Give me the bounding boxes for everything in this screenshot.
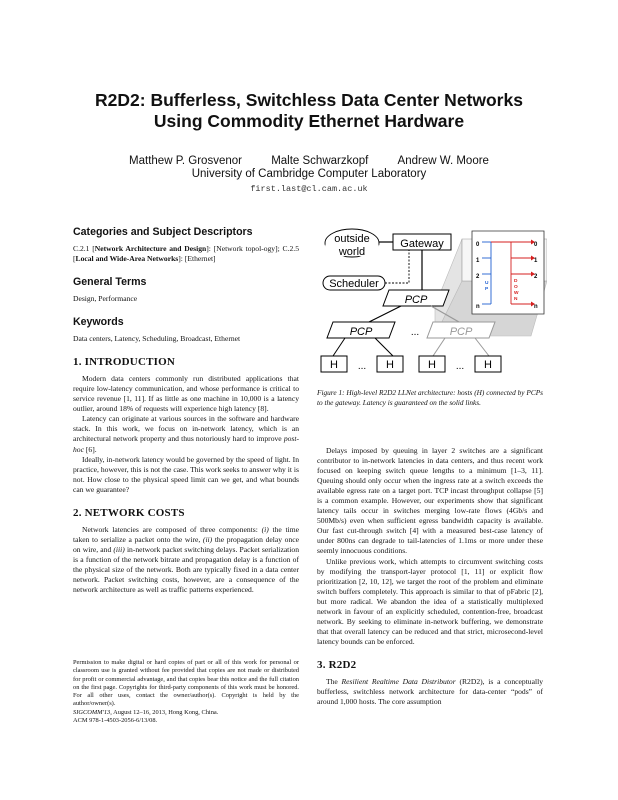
down-label-d: D: [514, 279, 518, 284]
host-ellipsis-1: ...: [357, 361, 367, 372]
down-label-n: N: [514, 297, 518, 302]
host-link-3: [433, 338, 445, 356]
right-paragraph-2: Unlike previous work, which attempts to circumvent switching costs by modifying the transport-layer protocol [1, 11] or explicit flow prioritization [2, 10, 12], we target the root of the problem and eliminate switch buffers completely. This approach is similar to that of pFabric [2], but more radical. We abandon the idea of a statistically multiplexed network in favour of an explicitly scheduled, contention-free, broadcast network. By seeking to eliminate in-network buffering, we demonstrate that that overall latency can be reduced and that strict, microsecond-level latency bounds can be enforced.: [317, 556, 543, 646]
right-column: [317, 226, 543, 707]
permission-notice: [73, 659, 299, 725]
title-line-1: R2D2: Bufferless, Switchless Data Center Networks: [95, 90, 523, 110]
categories-heading: Categories and Subject Descriptors: [73, 226, 253, 238]
author-email: first.last@cl.cam.ac.uk: [250, 184, 368, 194]
host-ellipsis-2: ...: [455, 361, 465, 372]
host-link-4: [475, 338, 489, 356]
acm-line: ACM 978-1-4503-2056-6/13/08.: [73, 717, 158, 725]
port-0-right: 0: [534, 242, 538, 248]
right-paragraph-1: Delays imposed by queuing in layer 2 switches are a significant contributor to in-network latencies in data centers, and thus recent work focused on keeping switch queue lengths to a minimum [1–3, 11]. Queuing should only occur when the ingress rate at a switch exceeds the available egress rate on a target port. TCP incast throughput collapse [5] is a common example. However, our experiments show that significant latency tails occur in switches merging low-rate flows (4Gb/s and 500Mb/s) even when sufficient egress bandwidth capacity is available. Our fast cut-through switch [4] with a measured best-case latency of under 800ns can degrade to tail-latencies of 1.1ms or more under these seemly innocuous conditions.: [317, 446, 543, 556]
permission-text: Permission to make digital or hard copies of part or all of this work for personal or classroom use is granted without fee provided that copies are not made or distributed for profit or commercial advantage, and that copies bear this notice and the full citation on the first page. Copyrights for third-party components of this work must be honored. For all other uses, contact the owner/author(s). Copyright is held by the author/owner(s).: [73, 659, 299, 708]
figure-caption: Figure 1: High-level R2D2 LLNet architecture: hosts (H) connected by PCPs to the gateway. Latency is guaranteed on the solid links.: [317, 388, 543, 407]
port-2-left: 2: [476, 274, 480, 280]
port-2-right: 2: [534, 274, 538, 280]
host-label-1: H: [330, 359, 338, 371]
title-line-2: Using Commodity Ethernet Hardware: [153, 111, 465, 131]
author-1: Matthew P. Grosvenor: [129, 155, 242, 167]
world-label: world: [338, 246, 366, 258]
intro-paragraph-2: Latency can originate at various sources in the software and hardware stack. In this work, we focus on in-network latency, which is an architectural network property and thus notoriously hard to improve post-hoc [6].: [73, 414, 299, 454]
author-2: Malte Schwarzkopf: [271, 155, 369, 167]
down-label-w: W: [514, 291, 519, 296]
r2d2-heading: 3. R2D2: [317, 658, 357, 671]
left-column: [73, 226, 299, 595]
port-n-left: n: [476, 304, 480, 310]
host-label-4: H: [484, 359, 492, 371]
port-n-right: n: [534, 304, 538, 310]
intro-heading: 1. INTRODUCTION: [73, 356, 176, 369]
down-label-o: O: [514, 285, 518, 290]
general-terms-heading: General Terms: [73, 276, 147, 289]
author-names: [0, 155, 618, 168]
pcp-left-label: PCP: [349, 326, 373, 338]
up-label-p: P: [485, 287, 489, 292]
scheduler-gateway-link: [385, 250, 409, 283]
pcp-ellipsis: ...: [410, 327, 420, 338]
pcp-right-label: PCP: [449, 326, 473, 338]
host-label-2: H: [386, 359, 394, 371]
port-1-left: 1: [476, 258, 480, 264]
costs-paragraph: Network latencies are composed of three components: (i) the time taken to serialize a packet onto the wire, (ii) the propagation delay once on wire, and (iii) in-network packet switching delays. Packet serialization is a function of the network bitrate and propagation delay is a function of the physical size of the network. Both are typically fixed in a data center network. Packet switching costs, however, are a consequence of the network architecture as well as traffic patterns experienced.: [73, 524, 299, 595]
costs-heading: 2. NETWORK COSTS: [73, 506, 185, 519]
intro-paragraph-3: Ideally, in-network latency would be governed by the speed of light. In practice, however, this is not the case. This work seeks to answer why it is not. How close to the physical speed limit can we get, and what bounds can we guarantee?: [73, 454, 299, 494]
intro-paragraph-1: Modern data centers commonly run distributed applications that require low-latency communication, and whose performance is critical to service revenue [1, 11]. If as little as one machine in 10,000 is a latency outlier, around 18% of requests will experience high latency [8].: [73, 374, 299, 414]
scheduler-label: Scheduler: [329, 278, 379, 290]
pcp-left-link: [369, 306, 401, 322]
architecture-figure: [317, 226, 547, 378]
host-link-1: [333, 338, 345, 356]
keywords-text: Data centers, Latency, Scheduling, Broadcast, Ethernet: [73, 334, 241, 344]
port-1-right: 1: [534, 258, 538, 264]
gateway-label: Gateway: [400, 238, 444, 250]
conference-line: SIGCOMM'13, August 12–16, 2013, Hong Kong, China.: [73, 708, 219, 716]
categories-text: C.2.1 [Network Architecture and Design]: [Network topol-ogy]; C.2.5 [Local and Wide-Area Networks]: [Ethernet]: [73, 244, 299, 264]
affiliation: University of Cambridge Computer Laboratory: [191, 168, 427, 180]
keywords-heading: Keywords: [73, 316, 124, 329]
author-block: [0, 155, 618, 196]
outside-label: outside: [334, 233, 370, 245]
paper-title: [0, 90, 618, 132]
general-terms-text: Design, Performance: [73, 294, 138, 304]
r2d2-paragraph: The Resilient Realtime Data Distributor (R2D2), is a conceptually bufferless, switchless network architecture for data-center “pods” of around 1,000 hosts. The core assumption: [317, 676, 543, 707]
host-link-2: [375, 338, 393, 356]
up-label-u: U: [485, 281, 489, 286]
host-label-3: H: [428, 359, 436, 371]
pcp-top-label: PCP: [404, 294, 428, 306]
port-0-left: 0: [476, 242, 480, 248]
outside-world-cloud: [325, 229, 379, 258]
author-3: Andrew W. Moore: [397, 155, 489, 167]
